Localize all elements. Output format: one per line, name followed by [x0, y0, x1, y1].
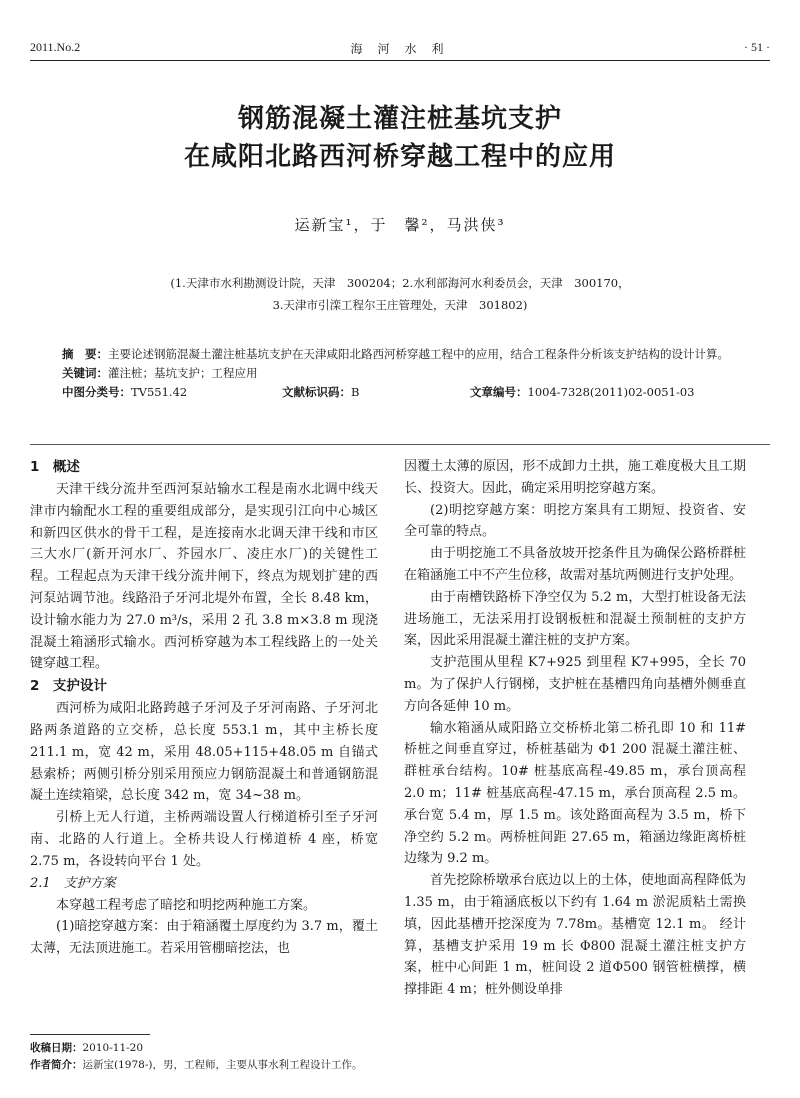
article-title	[0, 100, 800, 176]
running-head	[30, 40, 770, 58]
abstract-label: 摘 要：	[62, 347, 108, 361]
section-2-paragraph-1: 西河桥为咸阳北路跨越子牙河及子牙河南路、子牙河北路两条道路的立交桥，总长度 553.1 m，其中主桥长度 211.1 m，宽 42 m，采用 48.05+115+48.05 m 自锚式悬索桥；两侧引桥分别采用预应力钢筋混凝土和普通钢筋混凝土连续箱梁，总长度 342 m，宽 34~38 m。	[30, 701, 378, 804]
title-line-1: 钢筋混凝土灌注桩基坑支护	[237, 104, 562, 134]
keywords	[62, 364, 738, 383]
footnote-divider	[30, 1034, 150, 1035]
right-paragraph-1: 因覆土太薄的原因，形不成卸力土拱，施工难度极大且工期长、投资大。因此，确定采用明挖穿越方案。	[404, 459, 746, 496]
received-value: 2010-11-20	[82, 1042, 144, 1054]
issue-label: 2011.No.2	[30, 40, 81, 54]
abstract-text: 主要论述钢筋混凝土灌注桩基坑支护在天津咸阳北路西河桥穿越工程中的应用，结合工程条件分析该支护结构的设计计算。	[108, 347, 729, 361]
received-date	[30, 1040, 380, 1057]
section-2-heading: 2 支护设计	[30, 678, 107, 695]
article-id-value: 1004-7328(2011)02-0051-03	[527, 385, 695, 399]
body-divider	[30, 444, 770, 445]
left-column	[30, 456, 378, 960]
keywords-text: 灌注桩；基坑支护；工程应用	[108, 366, 258, 380]
affiliation-line-1: (1.天津市水利勘测设计院，天津 300204；2.水利部海河水利委员会，天津 300170，	[170, 276, 630, 290]
author-bio-label: 作者简介：	[30, 1059, 83, 1071]
right-paragraph-4: 由于南槽铁路桥下净空仅为 5.2 m，大型打桩设备无法进场施工，无法采用打设钢板桩和混凝土预制桩的支护方案，因此采用混凝土灌注桩的支护方案。	[404, 589, 746, 649]
author-bio-text: 运新宝(1978-)，男，工程师，主要从事水利工程设计工作。	[82, 1059, 363, 1071]
right-paragraph-5: 支护范围从里程 K7+925 到里程 K7+995，全长 70 m。为了保护人行钢梯，支护桩在基槽四角向基槽外侧垂直方向各延伸 10 m。	[404, 655, 746, 714]
affiliations	[0, 272, 800, 316]
author-list: 运新宝¹，于 馨²，马洪侠³	[294, 216, 506, 234]
doc-code-value: B	[351, 385, 360, 399]
doc-code-label: 文献标识码：	[282, 385, 351, 399]
article-id-field	[470, 383, 694, 402]
right-paragraph-3: 由于明挖施工不具备放坡开挖条件且为确保公路桥群桩在箱涵施工中不产生位移，故需对基坑两侧进行支护处理。	[404, 546, 746, 583]
journal-name: 海 河 水 利	[350, 42, 450, 56]
right-paragraph-2: (2)明挖穿越方案：明挖方案具有工期短、投资省、安全可靠的特点。	[404, 502, 746, 540]
section-2-paragraph-2: 引桥上无人行道，主桥两端设置人行梯道桥引至子牙河南、北路的人行道上。全桥共设人行梯道桥 4 座，桥宽 2.75 m，各设转向平台 1 处。	[30, 810, 378, 869]
affiliation-line-2: 3.天津市引滦工程尔王庄管理处，天津 301802)	[272, 298, 528, 312]
title-line-2: 在咸阳北路西河桥穿越工程中的应用	[183, 142, 616, 172]
keywords-label: 关键词：	[62, 366, 108, 380]
right-paragraph-7: 首先挖除桥墩承台底边以上的土体，使地面高程降低为 1.35 m，由于箱涵底板以下约有 1.64 m 淤泥质粘土需换填，因此基槽开挖深度为 7.78m。基槽宽 12.1 m。 经计算，基槽支护采用 19 m 长 Φ800 混凝土灌注桩支护方案，桩中心间距 1 m，桩间设 2 道Φ500 钢管桩横撑，横撑排距 4 m；桩外侧设单排	[404, 873, 746, 998]
header-divider	[30, 60, 770, 61]
clc-label: 中图分类号：	[62, 385, 131, 399]
footnotes	[30, 1040, 380, 1074]
abstract	[62, 345, 738, 364]
author-bio	[30, 1057, 380, 1074]
article-id-label: 文章编号：	[470, 385, 528, 399]
abstract-block	[62, 345, 738, 402]
classification-row	[62, 383, 738, 402]
clc-value: TV551.42	[131, 385, 188, 399]
right-paragraph-6: 输水箱涵从咸阳路立交桥桥北第二桥孔即 10 和 11# 桥桩之间垂直穿过，桥桩基础为 Φ1 200 混凝土灌注桩、群桩承台结构。10# 桩基底高程-49.85 m，承台顶高程 2.0 m；11# 桩基底高程-47.15 m，承台顶高程 2.5 m。承台宽 5.4 m，厚 1.5 m。该处路面高程为 3.5 m，桥下净空约 5.2 m。两桥桩间距 27.65 m，箱涵边缘距离桥桩边缘为 9.2 m。	[404, 720, 746, 867]
received-label: 收稿日期：	[30, 1042, 83, 1054]
clc-field	[62, 383, 187, 402]
section-2-1-paragraph-2: (1)暗挖穿越方案：由于箱涵覆土厚度约为 3.7 m，覆土太薄，无法顶进施工。若采用管棚暗挖法，也	[30, 919, 378, 957]
section-2-1-paragraph-1: 本穿越工程考虑了暗挖和明挖两种施工方案。	[56, 897, 317, 913]
page-number: · 51 ·	[744, 40, 770, 54]
doc-code-field	[282, 383, 359, 402]
section-1-heading: 1 概述	[30, 459, 80, 475]
right-column	[404, 456, 746, 1001]
section-2-1-heading: 2.1 支护方案	[30, 875, 116, 891]
section-1-paragraph: 天津干线分流井至西河泵站输水工程是南水北调中线天津市内输配水工程的重要组成部分，是实现引江向中心城区和新四区供水的骨干工程，是连接南水北调天津干线和市区三大水厂(新开河水厂、芥园水厂、凌庄水厂)的关键性工程。工程起点为天津干线分流井闸下，终点为规划扩建的西河泵站调节池。线路沿子牙河北堤外布置，全长 8.48 km，设计输水能力为 27.0 m³/s，采用 2 孔 3.8 m×3.8 m 现浇混凝土箱涵形式输水。西河桥穿越为本工程线路上的一处关键穿越工程。	[30, 482, 378, 672]
